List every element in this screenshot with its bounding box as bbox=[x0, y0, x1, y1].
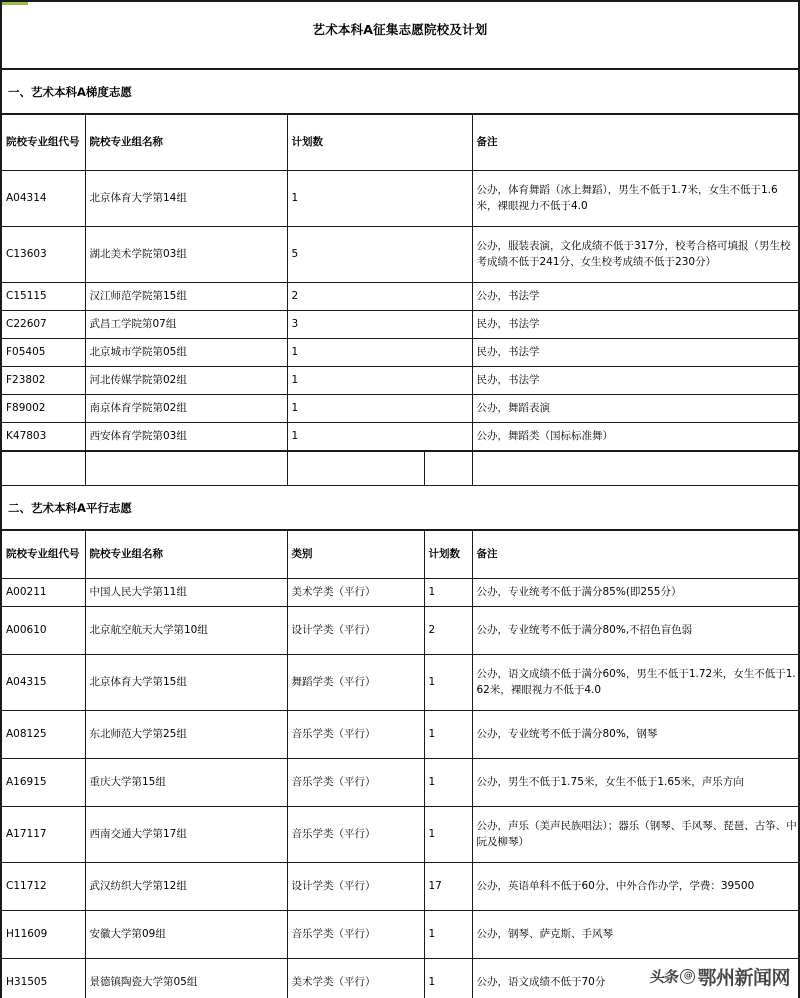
table-row bbox=[2, 759, 800, 807]
watermark-site: 鄂州新闻网 bbox=[697, 967, 790, 989]
cell-note: 民办，书法学 bbox=[472, 311, 800, 339]
cell-plan: 5 bbox=[287, 227, 472, 283]
cell-note: 公办，钢琴、萨克斯、手风琴 bbox=[472, 911, 800, 959]
gradient-volunteer-table bbox=[2, 114, 800, 451]
column-header-code: 院校专业组代号 bbox=[2, 531, 85, 579]
page-title: 艺术本科A征集志愿院校及计划 bbox=[312, 22, 488, 37]
cell-note: 公办，舞蹈类（国标标准舞） bbox=[472, 423, 800, 451]
cell-category: 设计学类（平行） bbox=[287, 863, 424, 911]
cell-code: F89002 bbox=[2, 395, 85, 423]
cell-blank bbox=[424, 452, 472, 486]
table-header-row bbox=[2, 115, 800, 171]
cell-code: F23802 bbox=[2, 367, 85, 395]
table-header-row bbox=[2, 531, 800, 579]
cell-name: 西安体育学院第03组 bbox=[85, 423, 287, 451]
cell-category: 美术学类（平行） bbox=[287, 959, 424, 998]
corner-accent-strip bbox=[0, 0, 28, 5]
title-band bbox=[2, 2, 798, 70]
cell-name: 西南交通大学第17组 bbox=[85, 807, 287, 863]
cell-note: 公办，专业统考不低于满分80%，钢琴 bbox=[472, 711, 800, 759]
table-row bbox=[2, 711, 800, 759]
cell-plan: 1 bbox=[287, 339, 472, 367]
cell-code: A04315 bbox=[2, 655, 85, 711]
cell-name: 中国人民大学第11组 bbox=[85, 579, 287, 607]
column-header-name: 院校专业组名称 bbox=[85, 531, 287, 579]
cell-note: 公办，语文成绩不低于70分 bbox=[472, 959, 800, 998]
column-header-code: 院校专业组代号 bbox=[2, 115, 85, 171]
cell-name: 景德镇陶瓷大学第05组 bbox=[85, 959, 287, 998]
table-row bbox=[2, 959, 800, 998]
table-row bbox=[2, 311, 800, 339]
table-row bbox=[2, 911, 800, 959]
table-row bbox=[2, 807, 800, 863]
cell-name: 重庆大学第15组 bbox=[85, 759, 287, 807]
column-header-plan: 计划数 bbox=[287, 115, 472, 171]
cell-code: A16915 bbox=[2, 759, 85, 807]
cell-name: 武汉纺织大学第12组 bbox=[85, 863, 287, 911]
cell-note: 民办，书法学 bbox=[472, 339, 800, 367]
cell-plan: 1 bbox=[424, 807, 472, 863]
cell-name: 汉江师范学院第15组 bbox=[85, 283, 287, 311]
cell-note: 公办，舞蹈表演 bbox=[472, 395, 800, 423]
cell-note: 公办，专业统考不低于满分85%(即255分） bbox=[472, 579, 800, 607]
table-row bbox=[2, 655, 800, 711]
cell-code: C11712 bbox=[2, 863, 85, 911]
cell-category: 音乐学类（平行） bbox=[287, 807, 424, 863]
cell-category: 美术学类（平行） bbox=[287, 579, 424, 607]
cell-blank bbox=[472, 452, 800, 486]
cell-code: A00610 bbox=[2, 607, 85, 655]
cell-name: 安徽大学第09组 bbox=[85, 911, 287, 959]
cell-note: 公办，体育舞蹈（冰上舞蹈），男生不低于1.7米，女生不低于1.6米，裸眼视力不低于4.0 bbox=[472, 171, 800, 227]
cell-name: 北京体育大学第14组 bbox=[85, 171, 287, 227]
cell-code: A08125 bbox=[2, 711, 85, 759]
cell-code: K47803 bbox=[2, 423, 85, 451]
section-heading-2: 二、艺术本科A平行志愿 bbox=[2, 486, 798, 530]
cell-plan: 1 bbox=[287, 395, 472, 423]
cell-name: 湖北美术学院第03组 bbox=[85, 227, 287, 283]
cell-category: 设计学类（平行） bbox=[287, 607, 424, 655]
cell-code: H11609 bbox=[2, 911, 85, 959]
cell-blank bbox=[287, 452, 424, 486]
cell-category: 音乐学类（平行） bbox=[287, 911, 424, 959]
cell-plan: 1 bbox=[424, 959, 472, 998]
table-row bbox=[2, 171, 800, 227]
cell-name: 北京体育大学第15组 bbox=[85, 655, 287, 711]
cell-name: 东北师范大学第25组 bbox=[85, 711, 287, 759]
table-row bbox=[2, 283, 800, 311]
cell-plan: 1 bbox=[424, 759, 472, 807]
cell-name: 北京城市学院第05组 bbox=[85, 339, 287, 367]
cell-note: 公办，声乐（美声民族唱法）；器乐（钢琴、手风琴、琵琶、古筝、中阮及柳琴） bbox=[472, 807, 800, 863]
cell-code: A04314 bbox=[2, 171, 85, 227]
cell-plan: 1 bbox=[424, 655, 472, 711]
cell-note: 公办，男生不低于1.75米，女生不低于1.65米，声乐方向 bbox=[472, 759, 800, 807]
cell-code: H31505 bbox=[2, 959, 85, 998]
cell-category: 音乐学类（平行） bbox=[287, 711, 424, 759]
cell-blank bbox=[2, 452, 85, 486]
cell-note: 民办，书法学 bbox=[472, 367, 800, 395]
cell-plan: 2 bbox=[424, 607, 472, 655]
cell-code: C13603 bbox=[2, 227, 85, 283]
cell-plan: 1 bbox=[287, 367, 472, 395]
blank-row bbox=[2, 452, 800, 486]
cell-code: C15115 bbox=[2, 283, 85, 311]
cell-code: F05405 bbox=[2, 339, 85, 367]
column-header-category: 类别 bbox=[287, 531, 424, 579]
cell-code: A17117 bbox=[2, 807, 85, 863]
cell-plan: 2 bbox=[287, 283, 472, 311]
cell-note: 公办，服装表演，文化成绩不低于317分，校考合格可填报（男生校考成绩不低于241分、女生校考成绩不低于230分） bbox=[472, 227, 800, 283]
cell-category: 音乐学类（平行） bbox=[287, 759, 424, 807]
table-row bbox=[2, 367, 800, 395]
cell-name: 北京航空航天大学第10组 bbox=[85, 607, 287, 655]
cell-plan: 1 bbox=[287, 423, 472, 451]
cell-plan: 1 bbox=[424, 579, 472, 607]
parallel-volunteer-table bbox=[2, 530, 800, 998]
watermark-at-icon: @ bbox=[680, 969, 695, 984]
table-row bbox=[2, 423, 800, 451]
column-header-plan: 计划数 bbox=[424, 531, 472, 579]
cell-note: 公办，英语单科不低于60分，中外合作办学，学费：39500 bbox=[472, 863, 800, 911]
cell-plan: 1 bbox=[424, 911, 472, 959]
cell-code: A00211 bbox=[2, 579, 85, 607]
watermark-prefix: 头条 bbox=[649, 968, 680, 986]
cell-name: 南京体育学院第02组 bbox=[85, 395, 287, 423]
table-row bbox=[2, 579, 800, 607]
table-row bbox=[2, 339, 800, 367]
table-row bbox=[2, 395, 800, 423]
cell-code: C22607 bbox=[2, 311, 85, 339]
cell-plan: 17 bbox=[424, 863, 472, 911]
table-row bbox=[2, 227, 800, 283]
column-header-note: 备注 bbox=[472, 531, 800, 579]
cell-note: 公办，专业统考不低于满分80%,不招色盲色弱 bbox=[472, 607, 800, 655]
cell-note: 公办，语文成绩不低于满分60%，男生不低于1.72米，女生不低于1.62米，裸眼视力不低于4.0 bbox=[472, 655, 800, 711]
column-header-note: 备注 bbox=[472, 115, 800, 171]
cell-name: 河北传媒学院第02组 bbox=[85, 367, 287, 395]
table-row bbox=[2, 863, 800, 911]
cell-category: 舞蹈学类（平行） bbox=[287, 655, 424, 711]
section-heading-1: 一、艺术本科A梯度志愿 bbox=[2, 70, 798, 114]
cell-plan: 1 bbox=[424, 711, 472, 759]
table-row bbox=[2, 607, 800, 655]
cell-name: 武昌工学院第07组 bbox=[85, 311, 287, 339]
cell-note: 公办，书法学 bbox=[472, 283, 800, 311]
column-header-name: 院校专业组名称 bbox=[85, 115, 287, 171]
spacer-row-table bbox=[2, 451, 800, 486]
cell-plan: 1 bbox=[287, 171, 472, 227]
cell-plan: 3 bbox=[287, 311, 472, 339]
cell-blank bbox=[85, 452, 287, 486]
